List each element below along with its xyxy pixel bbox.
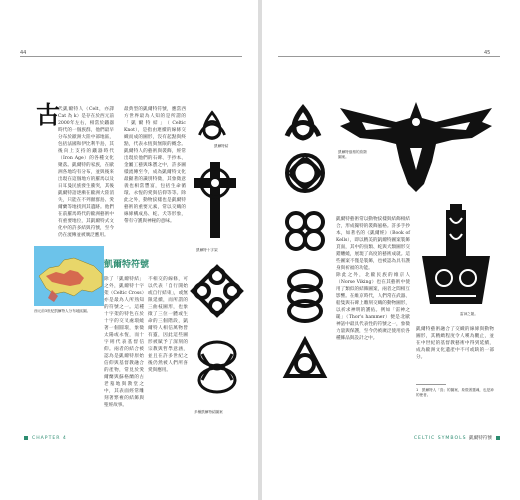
section-heading: 凱爾特符號: [104, 260, 150, 270]
cross-caption: 凱爾特十字架: [196, 248, 218, 252]
header-rule: [20, 56, 242, 57]
page-number-right: 45: [484, 50, 491, 56]
triquetra-icon: [194, 108, 230, 144]
europe-map: [34, 246, 104, 306]
footer-dot: [496, 436, 500, 440]
celtic-cross-icon: [190, 160, 240, 240]
footer-title-en: CELTIC SYMBOLS: [413, 436, 467, 441]
footer-dot: [24, 436, 28, 440]
footnote: 1 凱爾特人「鳥」的圖案，象徵著靈魂，也是神的使者。: [416, 388, 494, 397]
right-text-b: 除此之外，北歐民族的維京人（Norse Viking）也在其藝術中使用了類似的結飾圖案，兩者之間相互影響。在維京時代，人們常在武器、船隻與石碑上雕刻交織的動物圖形，以祈求神明的護佑。例如「雷神之鎚」（Thor's hammer）便是北歐神話中最具代表性的符號之一，象徵力量與保護，至今仍被廣泛使用於各種飾品與設計之中。: [336, 273, 410, 341]
right-text-a: 凱爾特藝術常以動物紋樣與結飾相結合，形成獨特的裝飾風格。許多手抄本，如著名的《凱爾經》（Book of Kells），即以精美的凱爾特圖案裝飾頁面，其中的鳥類、蛇與犬類圖形交錯纏繞，展現了高度的藝術成就。這些圖案不僅是裝飾，也被認為具有護身與祈福的功能。: [336, 217, 410, 271]
footer-right: [414, 434, 504, 443]
footnote-rule: [416, 384, 446, 385]
map-caption: 西元前3世紀凱爾特人分布地區圖。: [34, 309, 91, 313]
left-page: [0, 0, 258, 500]
bird-caption: 凱爾特風格的鳥類圖案。: [338, 150, 367, 159]
celtic-knot-square-icon: [190, 264, 244, 328]
europe-map-icon: [34, 246, 104, 306]
footer-title-zh: 凱爾特符號: [469, 436, 492, 441]
footer-left: [20, 434, 67, 443]
body-text-col2: 不相交的線條，可以代表「自行開始或自行結束」，或無限延續，而所謂的三曲枝圖形，也象徵了三位一體或生命的三個階段，凱爾特人相信萬物皆有靈，因此這些圖形被賦予了深刻的宗教與哲學意涵，並且在許多世紀之後仍然被人們所喜愛與應用。: [148, 277, 188, 373]
header-rule: [278, 56, 500, 57]
hammer-caption: 雷神之鎚。: [460, 312, 478, 316]
right-text-c: 凱爾特藝術融合了交織的線條與動物圖形，其精緻程度令人嘆為觀止，並在中世紀的基督教藝術中得到延續，成為歐洲文化遺產中不可或缺的一部分。: [416, 327, 494, 360]
knot-caption: 多種凱爾特結圖案: [194, 410, 223, 414]
body-text-col1: 除了「凱爾特結」之外，凱爾特十字架（Celtic Cross）亦是最為人所熟知的符號之一。這種十字架的特色在於十字的交叉處環繞著一個圓環，象徵太陽或永恆，而十字則代表基督信仰。兩者的結合被認為是凱爾特原始信仰與基督教融合的產物，常見於愛爾蘭與蘇格蘭的古老墓地與教堂之中，其表面經常雕刻著繁複的結飾與聖經故事。: [104, 277, 144, 408]
celtic-knot-triangle-icon: [282, 336, 328, 384]
page-number-left: 44: [20, 50, 27, 56]
triquetra-caption: 凱爾特結: [214, 144, 229, 148]
drop-cap: 古: [36, 100, 60, 129]
intro-text-col2: 最典型的凱爾特符號，應當西方世界最為人知的是所謂的「凱爾特結」（Celtic Knot），是指由連續的線條交織而成的圖形，沒有起點與終點，代表永恆與無限的概念。凱爾特人的藝術與裝飾，經常出現於他們的石碑、手抄本、金屬工藝與珠寶之中，許多圖樣流傳至今，成為凱爾特文化最顯著的識別特徵，其象徵意義也相當豐富，包括生命循環、永恆的愛與信仰等等。除此之外，動物紋樣也是凱爾特藝術的重要元素，常以交織的線條構成鳥、蛇、犬等形象，帶有守護與神秘的意味。: [124, 107, 186, 224]
celtic-knot-circle-icon: [282, 150, 328, 196]
thors-hammer-icon: [416, 200, 496, 308]
right-page: [262, 0, 520, 500]
celtic-bird-icon: [332, 92, 500, 194]
intro-text-lead: 代凱爾特人（Celt，亦譯Cat 為 k）是存在於西元前2000年左右，相當於鐵器時代的一個族群，他們最早分布於歐洲大陸中部地區，包括法國和伊比利半島，其後向上支持的鐵器時代（Iron Age）的各種文化聚落。凱爾特的家族，在歐洲各地均有分布，並與後來出現在這個地方的羅馬以及日耳曼民族發生衝突，其後凱爾特語逐漸在歐洲大陸消失，只能在不列顛群島、愛爾蘭等地找到其遺跡。他們在前羅馬時代的歐洲藝術中有重要地位，其凱爾特式文化中的許多結與符號，至今仍在流傳並被廣泛應用。: [58, 107, 114, 238]
footer-chapter: CHAPTER 4: [32, 436, 67, 441]
triquetra-bold-icon: [282, 104, 324, 146]
celtic-knot-quad-icon: [282, 208, 328, 254]
celtic-knot-chain-icon: [282, 266, 328, 326]
celtic-knot-loop-icon: [190, 334, 244, 404]
